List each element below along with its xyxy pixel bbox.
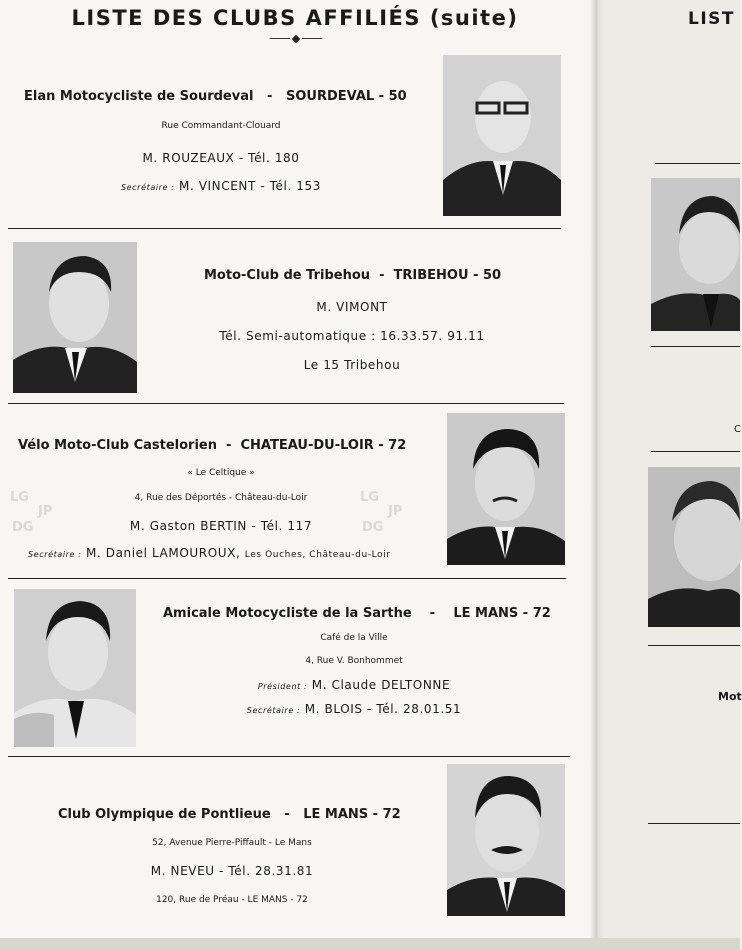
club-president: Président : M. Claude DELTONNE bbox=[257, 678, 451, 692]
portrait-photo bbox=[648, 467, 740, 627]
divider bbox=[651, 346, 740, 347]
page-title: LISTE DES CLUBS AFFILIÉS (suite) bbox=[71, 6, 519, 30]
divider bbox=[655, 163, 740, 164]
title-ornament bbox=[270, 36, 322, 42]
portrait-photo bbox=[14, 589, 136, 747]
club-contact: M. VIMONT bbox=[316, 300, 388, 314]
page-gutter bbox=[590, 0, 604, 950]
right-page-fragment: C bbox=[734, 424, 741, 435]
divider bbox=[648, 823, 740, 824]
club-address: 52, Avenue Pierre-Piffault - Le Mans bbox=[152, 838, 312, 848]
portrait-photo-image bbox=[447, 413, 565, 565]
club-name: Moto-Club de Tribehou - TRIBEHOU - 50 bbox=[204, 268, 502, 283]
divider bbox=[8, 578, 566, 579]
watermark-text: DG bbox=[12, 520, 34, 535]
club-venue: Café de la Ville bbox=[320, 633, 388, 643]
club-address: 120, Rue de Préau - LE MANS - 72 bbox=[156, 895, 308, 905]
club-contact: M. NEVEU - Tél. 28.31.81 bbox=[150, 864, 314, 878]
club-phone: Tél. Semi-automatique : 16.33.57. 91.11 bbox=[219, 329, 485, 343]
watermark bbox=[0, 490, 740, 540]
club-secretary: Secrétaire : M. Daniel LAMOUROUX, Les Ouches, Château-du-Loir bbox=[28, 546, 391, 560]
watermark-text: JP bbox=[388, 504, 403, 519]
club-address: Rue Commandant-Clouard bbox=[161, 121, 281, 131]
club-venue: « Le Celtique » bbox=[187, 468, 255, 478]
bottom-edge bbox=[0, 938, 740, 950]
portrait-photo bbox=[447, 413, 565, 565]
portrait-photo-image bbox=[443, 55, 561, 216]
divider bbox=[8, 228, 561, 229]
club-name: Elan Motocycliste de Sourdeval - SOURDEVAL - 50 bbox=[24, 89, 407, 104]
club-name: Club Olympique de Pontlieue - LE MANS - 72 bbox=[58, 807, 401, 822]
portrait-photo-image bbox=[14, 589, 136, 747]
watermark-text: DG bbox=[362, 520, 384, 535]
divider bbox=[651, 451, 740, 452]
portrait-photo-image bbox=[447, 764, 565, 916]
watermark-text: JP bbox=[38, 504, 53, 519]
club-secretary: Secrétaire : M. VINCENT - Tél. 153 bbox=[120, 179, 322, 193]
club-address: Le 15 Tribehou bbox=[303, 358, 401, 372]
club-secretary: Secrétaire : M. BLOIS - Tél. 28.01.51 bbox=[246, 702, 462, 716]
watermark-text: LG bbox=[360, 490, 379, 505]
portrait-photo bbox=[13, 242, 137, 393]
divider bbox=[8, 403, 564, 404]
right-page-title: LIST bbox=[688, 9, 735, 29]
club-name: Amicale Motocycliste de la Sarthe - LE MANS - 72 bbox=[163, 606, 551, 621]
club-contact: M. Gaston BERTIN - Tél. 117 bbox=[129, 519, 313, 533]
divider bbox=[8, 756, 570, 757]
portrait-photo-image bbox=[13, 242, 137, 393]
portrait-photo-image bbox=[648, 467, 740, 627]
club-contact: M. ROUZEAUX - Tél. 180 bbox=[142, 151, 300, 165]
portrait-photo bbox=[443, 55, 561, 216]
club-name: Vélo Moto-Club Castelorien - CHATEAU-DU-LOIR - 72 bbox=[18, 438, 407, 453]
divider bbox=[648, 645, 740, 646]
portrait-photo-image bbox=[651, 178, 740, 331]
club-address: 4, Rue des Déportés - Château-du-Loir bbox=[134, 493, 308, 503]
club-address: 4, Rue V. Bonhommet bbox=[305, 656, 403, 666]
watermark-text: LG bbox=[10, 490, 29, 505]
portrait-photo bbox=[447, 764, 565, 916]
right-page-fragment: Mot bbox=[718, 690, 742, 703]
portrait-photo bbox=[651, 178, 740, 331]
